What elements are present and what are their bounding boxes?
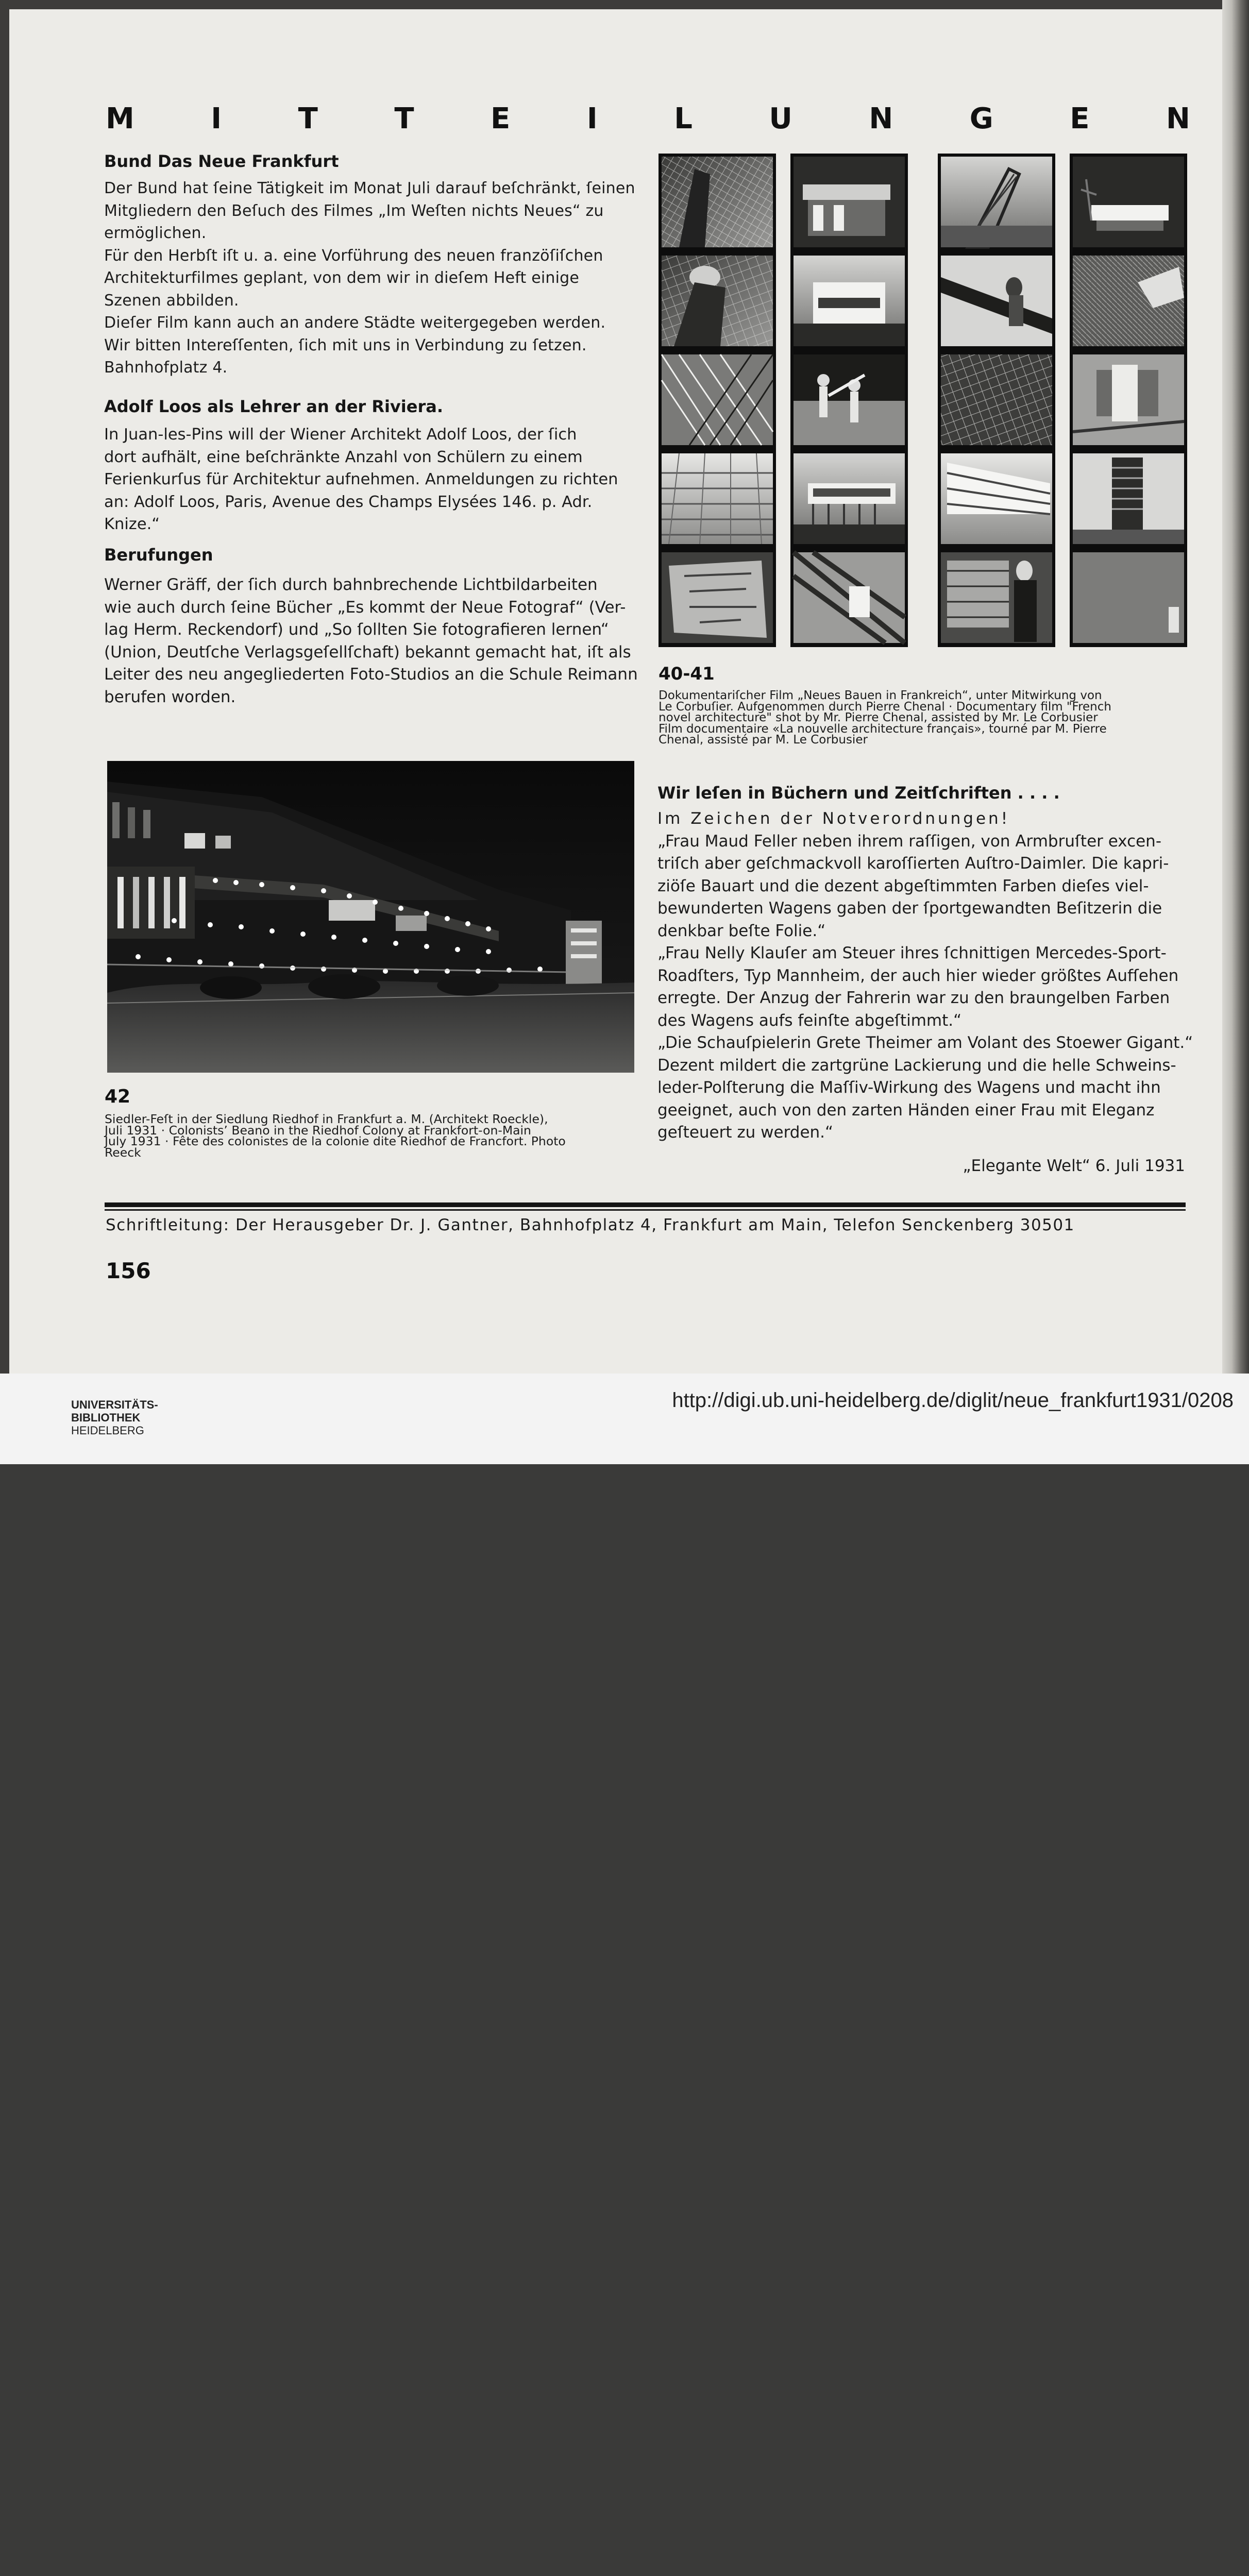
imprint-line: Schriftleitung: Der Herausgeber Dr. J. Gantner, Bahnhofplatz 4, Frankfurt am Main, Telefon Senckenberg 30501 [106,1216,1075,1234]
figure-caption-42 [105,1114,566,1158]
text-line: Der Bund hat ſeine Tätigkeit im Monat Juli darauf beſchränkt, ſeinen [104,179,635,197]
text-line: bewunderten Wagens gaben der ſportgewandten Beſitzerin die [657,899,1162,918]
caption-line: July 1931 · Fête des colonistes de la colonie dite Riedhof de Francfort. Photo [105,1134,566,1148]
masthead-letter: N [869,102,893,135]
page-number: 156 [106,1258,151,1283]
paper-edge-shadow [1222,0,1249,1374]
logo-line: HEIDELBERG [71,1424,144,1437]
text-line: lag Herm. Reckendorf) und „So ſollten Sie fotografieren lernen“ [104,620,609,639]
masthead-letter: T [298,102,318,135]
text-line: des Wagens aufs feinſte abgeſtimmt.“ [657,1011,962,1030]
film-still-grid [659,154,1187,647]
text-line: Mitgliedern den Beſuch des Filmes „Im Weſten nichts Neues“ zu [104,201,604,220]
section-heading-lesen: Wir leſen in Büchern und Zeitſchriften . . . . [657,783,1060,803]
section-heading-loos: Adolf Loos als Lehrer an der Riviera. [104,397,443,416]
film-strips-image [659,154,1187,647]
caption-line: Reeck [105,1145,141,1160]
text-line: denkbar beſte Folie.“ [657,921,826,940]
caption-line: Film documentaire «La nouvelle architecture français», tourné par M. Pierre [659,722,1107,736]
text-line: dort aufhält, eine beſchränkte Anzahl von Schülern zu einem [104,448,583,466]
masthead [106,102,1190,135]
section-body-lesen [657,808,1193,1144]
masthead-letter: U [769,102,792,135]
text-line: ermöglichen. [104,224,207,242]
logo-line: BIBLIOTHEK [71,1411,141,1424]
text-line: geeignet, auch von den zarten Händen einer Frau mit Eleganz [657,1100,1155,1120]
permalink-url[interactable]: http://digi.ub.uni-heidelberg.de/diglit/neue_frankfurt1931/0208 [672,1389,1234,1412]
text-line: (Union, Deutſche Verlagsgeſellſchaft) bekannt gemacht hat, iſt als [104,642,631,662]
text-line: an: Adolf Loos, Paris, Avenue des Champs Elysées 146. p. Adr. [104,493,593,511]
section-body-loos [104,423,618,536]
text-line: ziöſe Bauart und die dezent abgeſtimmten Farben dieſes viel- [657,876,1149,895]
masthead-letter: G [969,102,993,135]
text-line: Wir bitten Intereſſenten, ſich mit uns in Verbindung zu ſetzen. [104,336,587,354]
text-line: leder-Polſterung die Maſſiv-Wirkung des Wagens und macht ihn [657,1078,1161,1097]
section-heading-bund: Bund Das Neue Frankfurt [104,151,339,171]
text-line: Ferienkurſus für Architektur aufnehmen. Anmeldungen zu richten [104,470,618,488]
text-line: Szenen abbilden. [104,291,239,310]
night-photo-riedhof [107,761,634,1073]
caption-line: Le Corbuſier. Aufgenommen durch Pierre Chenal · Documentary film "French [659,700,1111,714]
section-body-berufungen [104,574,638,708]
masthead-letter: E [1070,102,1090,135]
text-line: In Juan-les-Pins will der Wiener Architekt Adolf Loos, der ſich [104,426,577,444]
text-line: Für den Herbſt iſt u. a. eine Vorführung des neuen franzöſiſchen [104,246,603,265]
footer-rule [105,1202,1186,1207]
quote-source: „Elegante Welt“ 6. Juli 1931 [963,1157,1185,1175]
masthead-letter: E [491,102,511,135]
text-line: Werner Gräff, der ſich durch bahnbrechende Lichtbildarbeiten [104,575,598,594]
text-line: „Frau Nelly Klauſer am Steuer ihres ſchnittigen Mercedes-Sport- [657,944,1167,962]
masthead-letter: T [394,102,414,135]
library-logo-text [71,1398,158,1437]
library-bar [0,1374,1249,1464]
night-photo-image [107,761,634,1073]
section-heading-berufungen: Berufungen [104,545,213,565]
figure-caption-40-41 [659,690,1111,746]
text-line: Leiter des neu angegliederten Foto-Studios an die Schule Reimann [104,665,638,684]
caption-line: Siedler-Feſt in der Siedlung Riedhof in Frankfurt a. M. (Architekt Roeckle), [105,1112,548,1126]
text-line: Knize.“ [104,515,160,533]
text-line: geſteuert zu werden.“ [657,1123,834,1142]
text-line: erregte. Der Anzug der Fahrerin war zu den braungelben Farben [657,989,1170,1007]
masthead-letter: I [211,102,222,135]
text-line: „Die Schauſpielerin Grete Theimer am Volant des Stoewer Gigant.“ [657,1033,1193,1052]
text-line: Dezent mildert die zartgrüne Lackierung und die helle Schweins- [657,1056,1176,1075]
caption-line: Chenal, assisté par M. Le Corbusier [659,733,868,747]
masthead-letter: L [674,102,693,135]
text-line: berufen worden. [104,687,236,706]
footer-rule-thin [105,1209,1186,1211]
text-line: „Frau Maud Feller neben ihrem raſſigen, von Armbruſter excen- [657,832,1162,851]
section-body-bund [104,177,635,379]
text-line: Architekturfilmes geplant, von dem wir in dieſem Heft einige [104,269,580,287]
masthead-letter: M [106,102,134,135]
text-line: triſch aber geſchmackvoll karoſſierten Auſtro-Daimler. Die kapri- [657,854,1169,873]
masthead-letter: I [586,102,598,135]
caption-line: Juli 1931 · Colonists’ Beano in the Riedhof Colony at Frankfort-on-Main [105,1123,531,1138]
figure-number-42: 42 [105,1086,131,1107]
text-line: Bahnhofplatz 4. [104,359,228,377]
caption-line: Dokumentariſcher Film „Neues Bauen in Frankreich“, unter Mitwirkung von [659,689,1102,702]
logo-line: UNIVERSITÄTS- [71,1398,158,1411]
text-line: Roadſters, Typ Mannheim, der auch hier wieder größtes Aufſehen [657,966,1179,985]
figure-number-40-41: 40-41 [659,664,715,684]
text-line: Im Zeichen der Notverordnungen! [657,809,1010,828]
text-line: Dieſer Film kann auch an andere Städte weitergegeben werden. [104,314,606,332]
text-line: wie auch durch ſeine Bücher „Es kommt der Neue Fotograf“ (Ver- [104,598,626,617]
masthead-letter: N [1166,102,1190,135]
caption-line: novel architecture" shot by Mr. Pierre Chenal, assisted by Mr. Le Corbusier [659,711,1098,725]
